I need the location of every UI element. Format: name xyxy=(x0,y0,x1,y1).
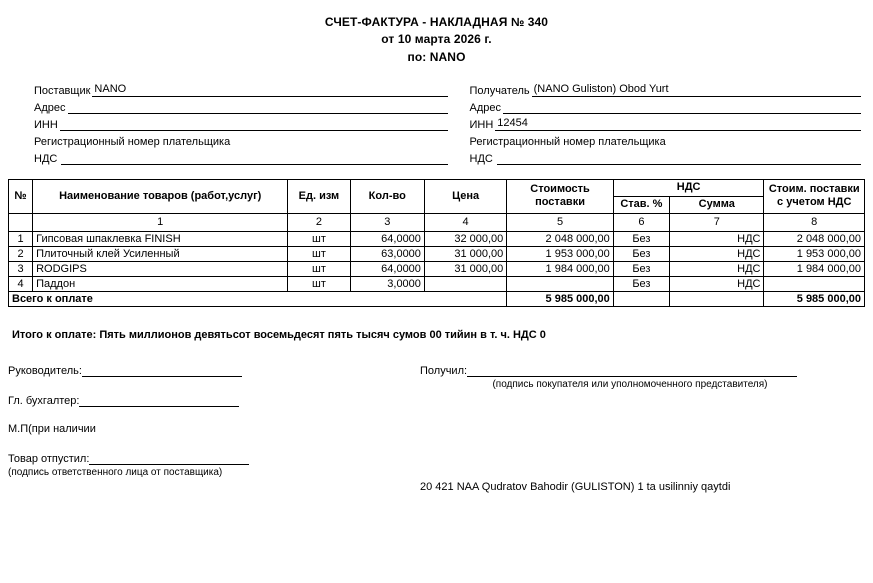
supplier-inn-value xyxy=(60,116,448,131)
customer-block xyxy=(448,80,862,165)
cell-nds-rate: Без xyxy=(613,261,669,276)
total-nds-rate xyxy=(613,291,669,306)
header-num: № xyxy=(9,180,33,214)
cell-supply-cost: 1 953 000,00 xyxy=(507,246,613,261)
accountant-label: Гл. бухгалтер: xyxy=(8,394,80,407)
document-header xyxy=(0,14,873,66)
cell-total-with-nds: 2 048 000,00 xyxy=(764,231,865,246)
table-header-row xyxy=(9,180,865,197)
supplier-address-label: Адрес xyxy=(34,102,66,115)
colnum-3: 3 xyxy=(350,213,424,231)
cell-num: 4 xyxy=(9,276,33,291)
cell-supply-cost xyxy=(507,276,613,291)
invoice-page xyxy=(0,14,873,583)
supplier-address-row xyxy=(34,97,448,114)
accountant-row xyxy=(8,393,428,407)
customer-nds-row xyxy=(470,148,862,165)
footer-note: 20 421 NAA Qudratov Bahodir (GULISTON) 1 ta usilinniy qaytdi xyxy=(420,480,731,493)
cell-nds-sum: НДС xyxy=(670,276,764,291)
header-price: Цена xyxy=(424,180,506,214)
header-total-with-nds: Стоим. поставки с учетом НДС xyxy=(764,180,865,214)
signatures-section xyxy=(0,363,873,503)
customer-address-row xyxy=(470,97,862,114)
supplier-name-label: Поставщик xyxy=(34,85,91,98)
cell-name: Плиточный клей Усиленный xyxy=(33,246,288,261)
total-nds-sum xyxy=(670,291,764,306)
header-unit: Ед. изм xyxy=(288,180,350,214)
cell-nds-rate: Без xyxy=(613,246,669,261)
released-note: (подпись ответственного лица от поставщика) xyxy=(8,466,223,478)
received-label: Получил: xyxy=(420,364,468,377)
customer-reg-label: Регистрационный номер плательщика xyxy=(469,136,666,149)
colnum-5: 5 xyxy=(507,213,613,231)
cell-total-with-nds: 1 984 000,00 xyxy=(764,261,865,276)
amount-in-words: Итого к оплате: Пять миллионов девятьсот восемьдесят пять тысяч сумов 00 тийин в т. ч. НДС 0 xyxy=(12,328,546,341)
cell-qty: 64,0000 xyxy=(350,261,424,276)
received-row xyxy=(420,363,865,377)
customer-name-label: Получатель xyxy=(469,85,530,98)
colnum-8: 8 xyxy=(764,213,865,231)
supplier-nds-value xyxy=(61,150,447,165)
released-row xyxy=(8,451,428,465)
table-row xyxy=(9,246,865,261)
colnum-0 xyxy=(9,213,33,231)
total-with-nds: 5 985 000,00 xyxy=(764,291,865,306)
released-signature-line xyxy=(89,451,249,465)
cell-num: 2 xyxy=(9,246,33,261)
colnum-4: 4 xyxy=(424,213,506,231)
cell-num: 3 xyxy=(9,261,33,276)
supplier-address-value xyxy=(68,99,448,114)
colnum-6: 6 xyxy=(613,213,669,231)
cell-nds-rate: Без xyxy=(613,231,669,246)
signatures-right xyxy=(420,363,865,390)
colnum-1: 1 xyxy=(33,213,288,231)
accountant-signature-line xyxy=(79,393,239,407)
cell-qty: 3,0000 xyxy=(350,276,424,291)
supplier-block xyxy=(34,80,448,165)
customer-name-row xyxy=(470,80,862,97)
header-nds-rate: Став. % xyxy=(613,196,669,213)
director-row xyxy=(8,363,428,377)
cell-num: 1 xyxy=(9,231,33,246)
cell-nds-sum: НДС xyxy=(670,246,764,261)
table-row xyxy=(9,276,865,291)
customer-nds-value xyxy=(497,150,861,165)
customer-name-value: (NANO Guliston) Obod Yurt xyxy=(532,82,861,97)
cell-unit: шт xyxy=(288,246,350,261)
cell-name: Паддон xyxy=(33,276,288,291)
parties-section xyxy=(34,80,861,165)
total-supply-cost: 5 985 000,00 xyxy=(507,291,613,306)
cell-price: 32 000,00 xyxy=(424,231,506,246)
supplier-inn-label: ИНН xyxy=(34,119,58,132)
received-signature-line xyxy=(467,363,797,377)
cell-nds-sum: НДС xyxy=(670,261,764,276)
cell-nds-sum: НДС xyxy=(670,231,764,246)
header-qty: Кол-во xyxy=(350,180,424,214)
customer-address-label: Адрес xyxy=(469,102,501,115)
document-contract: по: NANO xyxy=(407,49,466,64)
cell-total-with-nds: 1 953 000,00 xyxy=(764,246,865,261)
column-number-row xyxy=(9,213,865,231)
document-title: СЧЕТ-ФАКТУРА - НАКЛАДНАЯ № 340 xyxy=(324,15,549,29)
director-signature-line xyxy=(82,363,242,377)
header-nds-sum: Сумма xyxy=(670,196,764,213)
colnum-2: 2 xyxy=(288,213,350,231)
customer-inn-row xyxy=(470,114,862,131)
supplier-nds-label: НДС xyxy=(34,153,58,166)
header-nds: НДС xyxy=(613,180,764,197)
supplier-name-row xyxy=(34,80,448,97)
supplier-reg-row xyxy=(34,131,448,148)
cell-supply-cost: 1 984 000,00 xyxy=(507,261,613,276)
header-name: Наименование товаров (работ,услуг) xyxy=(33,180,288,214)
released-label: Товар отпустил: xyxy=(8,452,90,465)
cell-total-with-nds xyxy=(764,276,865,291)
cell-price: 31 000,00 xyxy=(424,261,506,276)
customer-inn-label: ИНН xyxy=(469,119,494,132)
cell-unit: шт xyxy=(288,231,350,246)
supplier-inn-row xyxy=(34,114,448,131)
supplier-name-value: NANO xyxy=(92,82,447,97)
table-total-row xyxy=(9,291,865,306)
customer-nds-label: НДС xyxy=(469,153,493,166)
total-label: Всего к оплате xyxy=(9,291,507,306)
cell-qty: 63,0000 xyxy=(350,246,424,261)
supplier-reg-label: Регистрационный номер плательщика xyxy=(34,136,231,149)
cell-unit: шт xyxy=(288,261,350,276)
items-table xyxy=(8,179,865,307)
received-note: (подпись покупателя или уполномоченного представителя) xyxy=(492,378,768,390)
header-supply-cost: Стоимость поставки xyxy=(507,180,613,214)
table-row xyxy=(9,261,865,276)
supplier-nds-row xyxy=(34,148,448,165)
cell-unit: шт xyxy=(288,276,350,291)
signatures-left xyxy=(8,363,428,478)
customer-address-value xyxy=(503,99,861,114)
colnum-7: 7 xyxy=(670,213,764,231)
cell-name: Гипсовая шпаклевка FINISH xyxy=(33,231,288,246)
cell-price xyxy=(424,276,506,291)
cell-nds-rate: Без xyxy=(613,276,669,291)
cell-name: RODGIPS xyxy=(33,261,288,276)
director-label: Руководитель: xyxy=(8,364,82,377)
cell-price: 31 000,00 xyxy=(424,246,506,261)
stamp-label: М.П(при наличии xyxy=(8,422,96,435)
cell-supply-cost: 2 048 000,00 xyxy=(507,231,613,246)
customer-inn-value: 12454 xyxy=(495,116,861,131)
document-date: от 10 марта 2026 г. xyxy=(381,32,492,47)
cell-qty: 64,0000 xyxy=(350,231,424,246)
table-row xyxy=(9,231,865,246)
customer-reg-row xyxy=(470,131,862,148)
